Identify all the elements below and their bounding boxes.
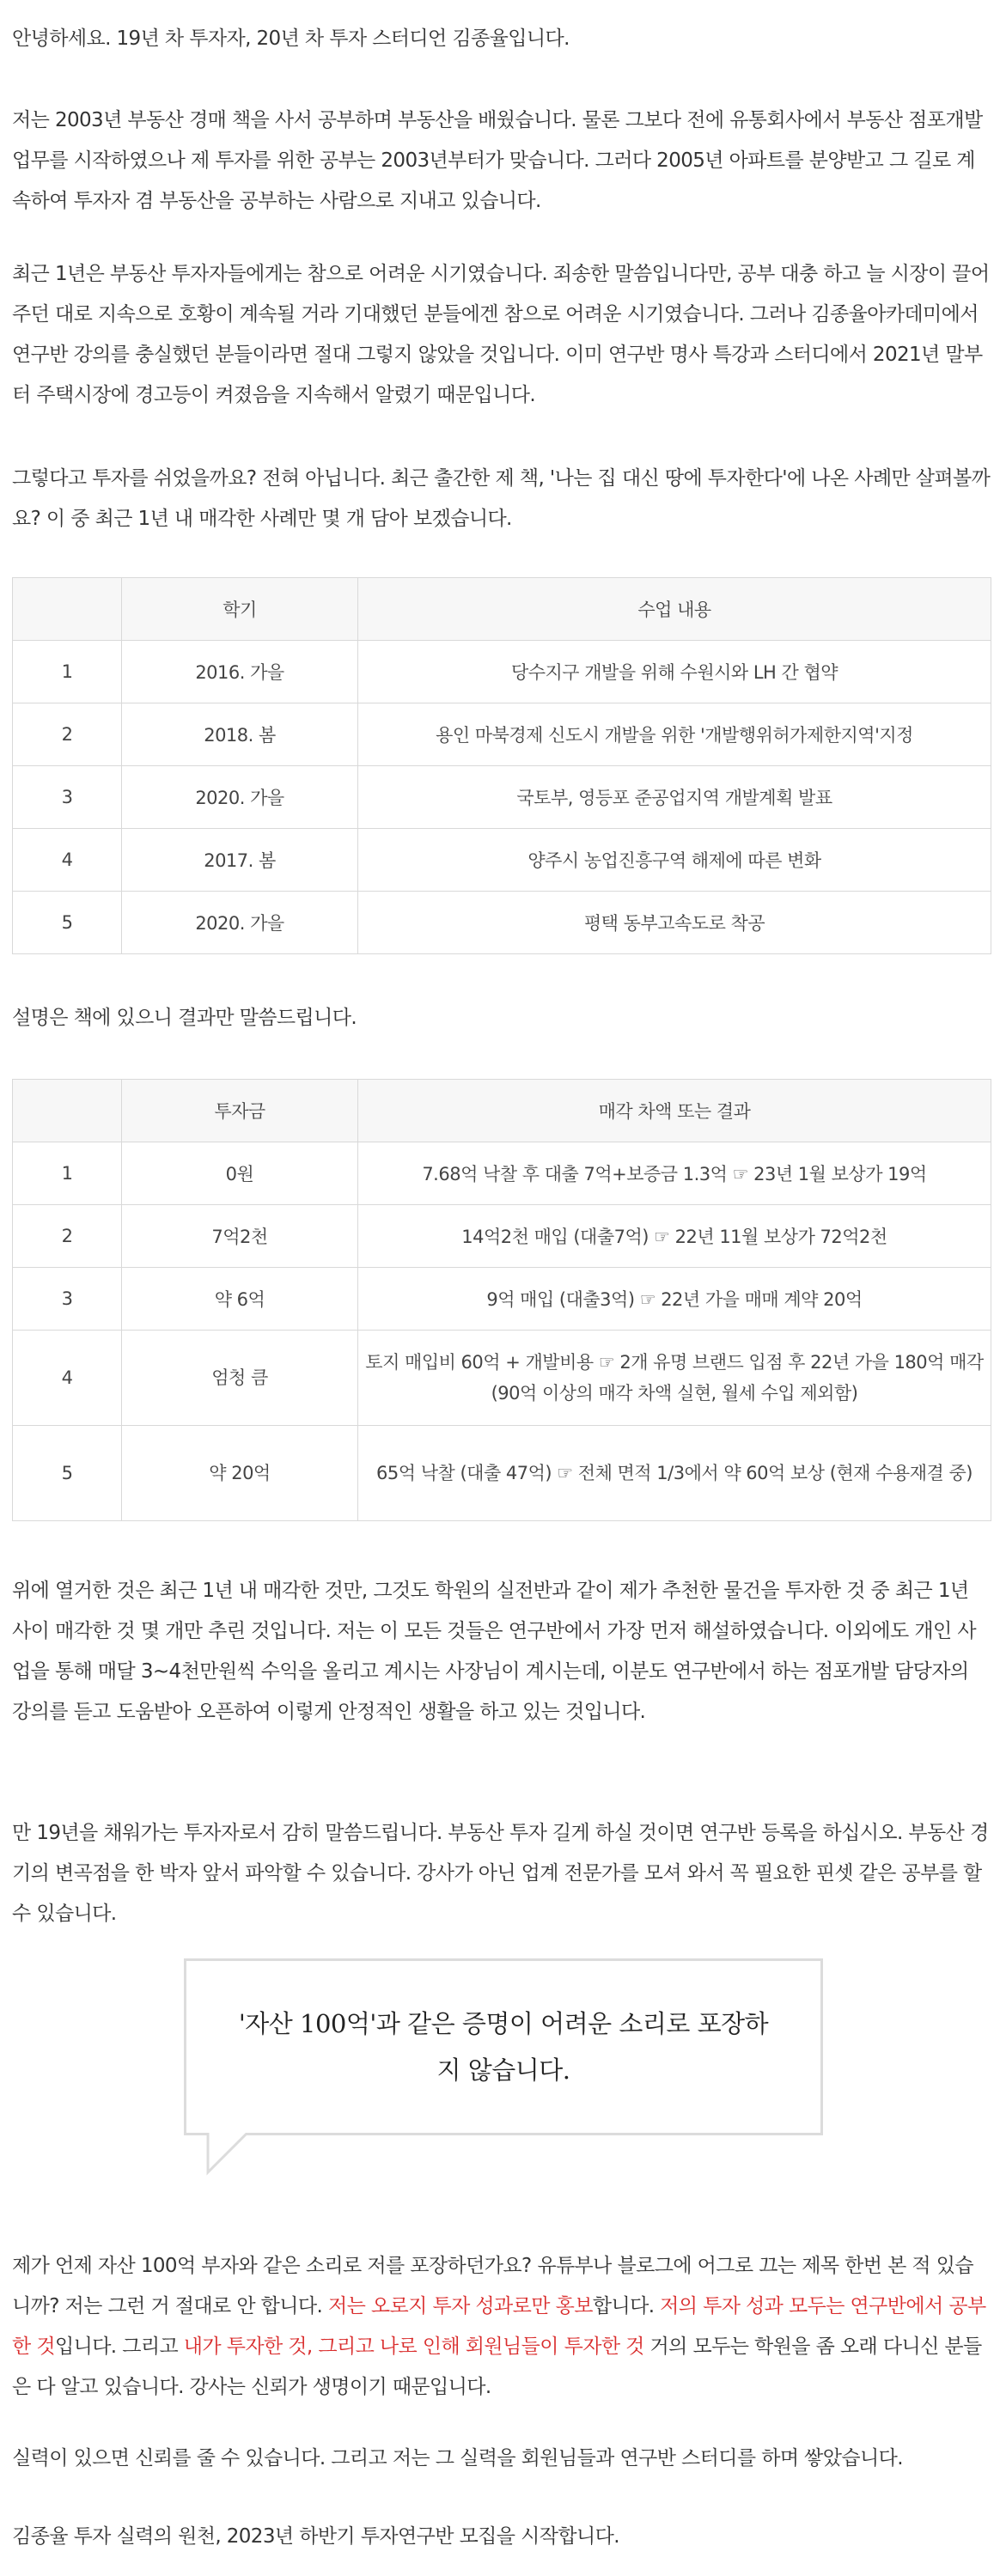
table-header-cell: 수업 내용	[358, 578, 991, 641]
summary-paragraph: 위에 열거한 것은 최근 1년 내 매각한 것만, 그것도 학원의 실전반과 같이 제가 추천한 물건을 투자한 것 중 최근 1년 사이 매각한 것 몇 개만 추린 것입니다. 저는 이 모든 것들은 연구반에서 가장 먼저 해설하였습니다. 이외에도 개인 사업을 통해 매달 3~4천만원씩 수익을 올리고 계시는 사장님이 계시는데, 이분도 연구반에서 하는 점포개발 담당자의 강의를 듣고 도움받아 오픈하여 이렇게 안정적인 생활을 하고 있는 것입니다.	[12, 1580, 976, 1723]
result-cell: 7.68억 낙찰 후 대출 7억+보증금 1.3억 ☞ 23년 1월 보상가 19억	[358, 1142, 991, 1205]
quote-box	[184, 1958, 823, 2135]
lesson-cell: 양주시 농업진흥구역 해제에 따른 변화	[358, 829, 991, 892]
trust-text: 합니다.	[592, 2295, 661, 2317]
lesson-cell: 용인 마북경제 신도시 개발을 위한 '개발행위허가제한지역'지정	[358, 703, 991, 766]
semester-cell: 2020. 가을	[122, 892, 358, 954]
results-table	[12, 1079, 991, 1521]
row-number: 3	[13, 766, 122, 829]
table-header-cell: 매각 차액 또는 결과	[358, 1080, 991, 1142]
speech-bubble-tail	[206, 2133, 258, 2176]
highlight-text: 저의 투자 성과 모두는 연구반에서 공부한 것	[12, 2295, 986, 2358]
table-row	[13, 1142, 991, 1205]
row-number: 5	[13, 892, 122, 954]
table-row	[13, 829, 991, 892]
table-header-cell: 학기	[122, 578, 358, 641]
table-row	[13, 1426, 991, 1521]
lesson-cell: 국토부, 영등포 준공업지역 개발계획 발표	[358, 766, 991, 829]
investment-cell: 엄청 큼	[122, 1331, 358, 1426]
trust-text: 제가 언제 자산 100억 부자와 같은 소리로 저를 포장하던가요? 유튜부나 블로그에 어그로 끄는 제목 한번 본 적 있습니까? 저는 그런 거 절대로 안 합니다.	[12, 2255, 973, 2317]
investment-cell: 7억2천	[122, 1205, 358, 1268]
result-cell: 토지 매입비 60억 + 개발비용 ☞ 2개 유명 브랜드 입점 후 22년 가을 180억 매각 (90억 이상의 매각 차액 실현, 월세 수입 제외함)	[358, 1331, 991, 1426]
table-row	[13, 892, 991, 954]
row-number: 1	[13, 641, 122, 703]
highlight-text: 저는 오로지 투자 성과로만 홍보	[327, 2295, 593, 2317]
trust-paragraph	[12, 2246, 991, 2408]
ability-paragraph: 실력이 있으면 신뢰를 줄 수 있습니다. 그리고 저는 그 실력을 회원님들과 연구반 스터디를 하며 쌓았습니다.	[12, 2447, 903, 2469]
semester-cell: 2020. 가을	[122, 766, 358, 829]
row-number: 2	[13, 703, 122, 766]
table-header-cell	[13, 1080, 122, 1142]
advice-paragraph: 만 19년을 채워가는 투자자로서 감히 말씀드립니다. 부동산 투자 길게 하실 것이면 연구반 등록을 하십시오. 부동산 경기의 변곡점을 한 박자 앞서 파악할 수 있습니다. 강사가 아닌 업계 전문가를 모셔 와서 꼭 필요한 핀셋 같은 공부를 할 수 있습니다.	[12, 1822, 989, 1925]
table-row	[13, 641, 991, 703]
table-header-cell	[13, 578, 122, 641]
semester-cell: 2016. 가을	[122, 641, 358, 703]
semester-cell: 2017. 봄	[122, 829, 358, 892]
intro-paragraph: 안녕하세요. 19년 차 투자자, 20년 차 투자 스터디언 김종율입니다.	[12, 27, 570, 50]
table-row	[13, 1205, 991, 1268]
result-cell: 65억 낙찰 (대출 47억) ☞ 전체 면적 1/3에서 약 60억 보상 (현재 수용재결 중)	[358, 1426, 991, 1521]
trust-text: 거의 모두는 학원을 좀 오래 다니신 분들은 다 알고 있습니다. 강사는 신뢰가 생명이기 때문입니다.	[12, 2335, 982, 2398]
semester-cell: 2018. 봄	[122, 703, 358, 766]
quote-text: '자산 100억'과 같은 증명이 어려운 소리로 포장하지 않습니다.	[238, 2009, 769, 2085]
highlight-text: 내가 투자한 것, 그리고 나로 인해 회원님들이 투자한 것	[183, 2335, 644, 2358]
investment-cell: 0원	[122, 1142, 358, 1205]
question-paragraph: 그렇다고 투자를 쉬었을까요? 전혀 아닙니다. 최근 출간한 제 책, '나는 집 대신 땅에 투자한다'에 나온 사례만 살펴볼까요? 이 중 최근 1년 내 매각한 사례만 몇 개 담아 보겠습니다.	[12, 467, 991, 530]
history-paragraph: 저는 2003년 부동산 경매 책을 사서 공부하며 부동산을 배웠습니다. 물론 그보다 전에 유통회사에서 부동산 점포개발 업무를 시작하였으나 제 투자를 위한 공부는 2003년부터가 맞습니다. 그러다 2005년 아파트를 분양받고 그 길로 계속하여 투자자 겸 부동산을 공부하는 사람으로 지내고 있습니다.	[12, 109, 983, 212]
result-cell: 14억2천 매입 (대출7억) ☞ 22년 11월 보상가 72억2천	[358, 1205, 991, 1268]
row-number: 5	[13, 1426, 122, 1521]
investment-cell: 약 6억	[122, 1268, 358, 1331]
closing-paragraph: 김종율 투자 실력의 원천, 2023년 하반기 투자연구반 모집을 시작합니다.	[12, 2525, 619, 2548]
table-row	[13, 766, 991, 829]
row-number: 1	[13, 1142, 122, 1205]
market-paragraph: 최근 1년은 부동산 투자자들에게는 참으로 어려운 시기였습니다. 죄송한 말씀입니다만, 공부 대충 하고 늘 시장이 끌어주던 대로 지속으로 호황이 계속될 거라 기대했던 분들에겐 참으로 어려운 시기였습니다. 그러나 김종율아카데미에서 연구반 강의를 충실했던 분들이라면 절대 그렇지 않았을 것입니다. 이미 연구반 명사 특강과 스터디에서 2021년 말부터 주택시장에 경고등이 켜졌음을 지속해서 알렸기 때문입니다.	[12, 263, 990, 406]
trust-text: 입니다. 그리고	[54, 2335, 184, 2358]
table-header-row	[13, 1080, 991, 1142]
table-header-row	[13, 578, 991, 641]
result-intro-paragraph: 설명은 책에 있으니 결과만 말씀드립니다.	[12, 1007, 357, 1029]
table-row	[13, 1268, 991, 1331]
table-row	[13, 703, 991, 766]
lesson-cell: 평택 동부고속도로 착공	[358, 892, 991, 954]
curriculum-table	[12, 577, 991, 954]
result-cell: 9억 매입 (대출3억) ☞ 22년 가을 매매 계약 20억	[358, 1268, 991, 1331]
lesson-cell: 당수지구 개발을 위해 수원시와 LH 간 협약	[358, 641, 991, 703]
row-number: 4	[13, 829, 122, 892]
table-row	[13, 1331, 991, 1426]
row-number: 4	[13, 1331, 122, 1426]
investment-cell: 약 20억	[122, 1426, 358, 1521]
row-number: 2	[13, 1205, 122, 1268]
row-number: 3	[13, 1268, 122, 1331]
table-header-cell: 투자금	[122, 1080, 358, 1142]
